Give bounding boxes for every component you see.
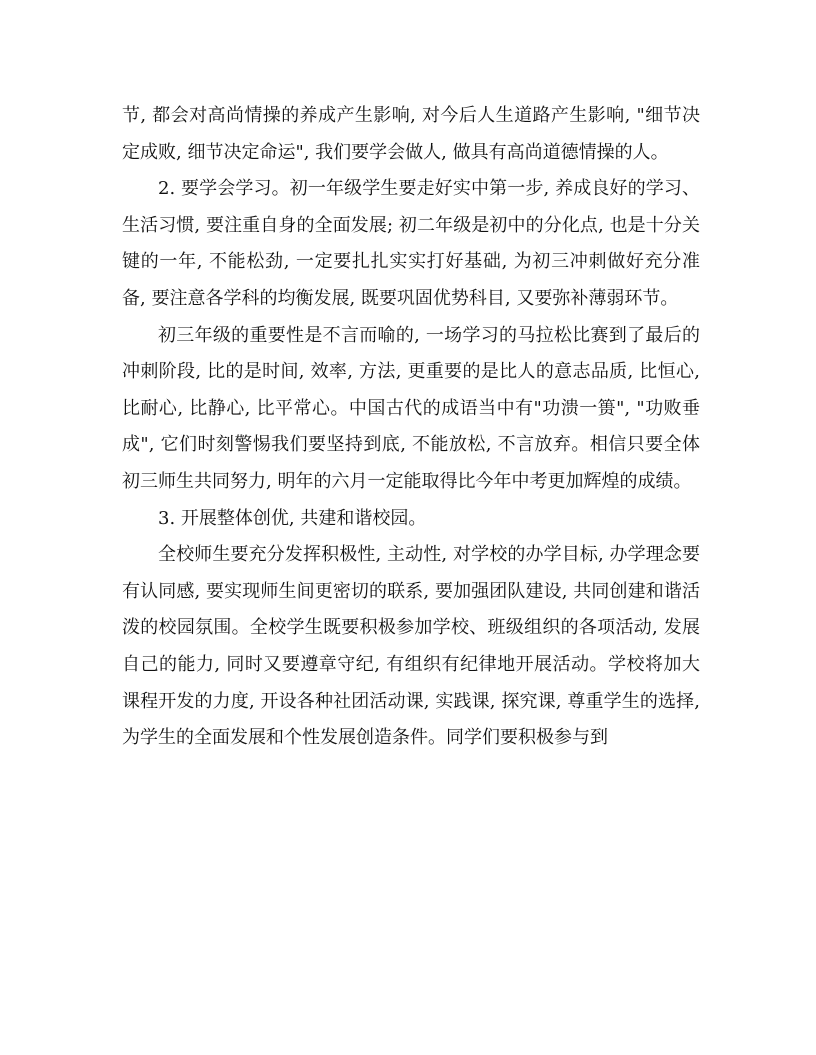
paragraph-5: 全校师生要充分发挥积极性, 主动性, 对学校的办学目标, 办学理念要有认同感, 要实现师生间更密切的联系, 要加强团队建设, 共同创建和谐活泼的校园氛围。全校学生既要积极参加学校、班级组织的各项活动, 发展自己的能力, 同时又要遵章守纪, 有组织有纪律地开展活动。学校将加大课程开发的力度, 开设各种社团活动课, 实践课, 探究课, 尊重学生的选择, 为学生的全面发展和个性发展创造条件。同学们要积极参与到 [122,544,700,749]
paragraph-3: 初三年级的重要性是不言而喻的, 一场学习的马拉松比赛到了最后的冲刺阶段, 比的是时间, 效率, 方法, 更重要的是比人的意志品质, 比恒心, 比耐心, 比静心, 比平常心。中国古代的成语当中有"功溃一篑", "功败垂成", 它们时刻警惕我们要坚持到底, 不能放松, 不言放弃。相信只要全体初三师生共同努力, 明年的六月一定能取得比今年中考更加辉煌的成绩。 [122,324,700,492]
paragraph-1: 节, 都会对高尚情操的养成产生影响, 对今后人生道路产生影响, "细节决定成败, 细节决定命运", 我们要学会做人, 做具有高尚道德情操的人。 [122,105,700,163]
document-body [122,98,700,757]
paragraph-4-heading: 3. 开展整体创优, 共建和谐校园。 [158,507,427,529]
paragraph-2: 2. 要学会学习。初一年级学生要走好实中第一步, 养成良好的学习、生活习惯, 要注重自身的全面发展; 初二年级是初中的分化点, 也是十分关键的一年, 不能松劲, 一定要扎扎实实打好基础, 为初三冲刺做好充分准备, 要注意各学科的均衡发展, 既要巩固优势科目, 又要弥补薄弱环节。 [122,178,700,309]
